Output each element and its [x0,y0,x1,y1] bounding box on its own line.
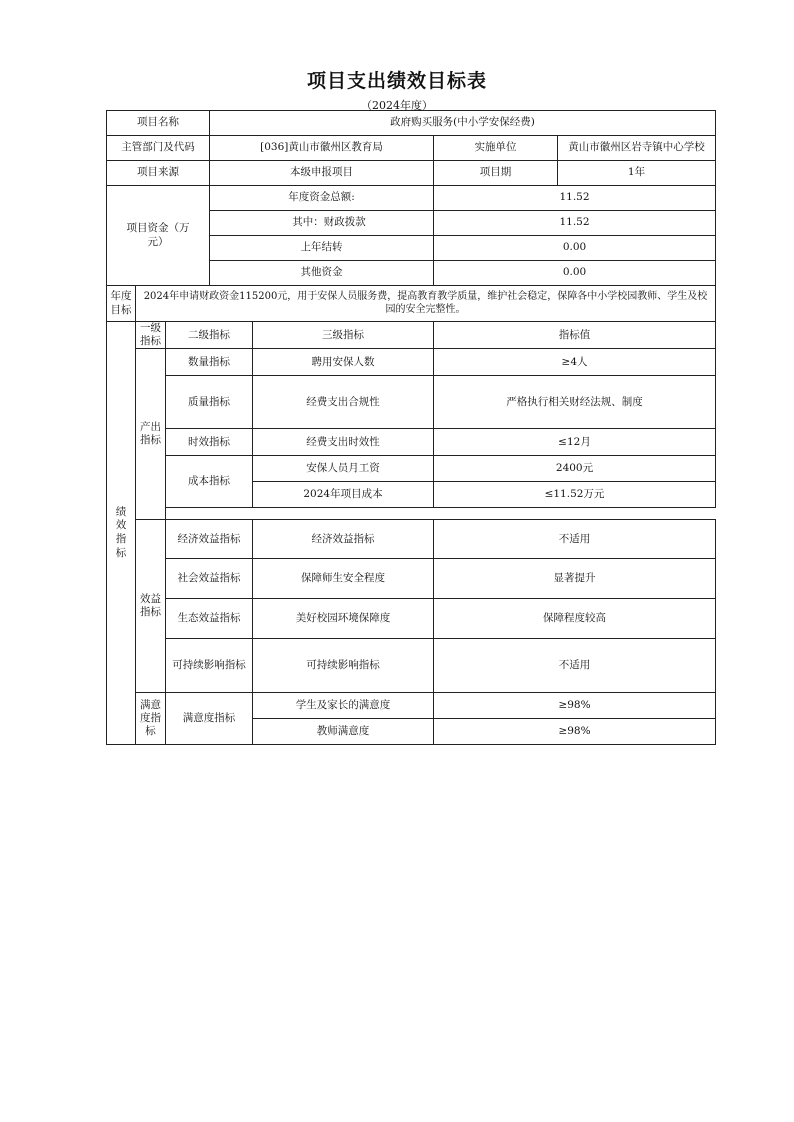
project-name-value: 政府购买服务(中小学安保经费) [210,111,716,136]
value-cell: 严格执行相关财经法规、制度 [434,376,716,429]
output-spacer [166,508,716,520]
indicator-header-row [107,322,716,349]
value-cell: ≤12月 [434,429,716,456]
indicator-row [107,349,716,376]
annual-goal-row [107,286,716,322]
l3-cell: 学生及家长的满意度 [253,693,434,719]
output-spacer-row [107,508,716,520]
annual-goal-label: 年度目标 [107,286,136,322]
value-cell: 2400元 [434,456,716,482]
value-cell: ≤11.52万元 [434,482,716,508]
funds-total-value: 11.52 [434,186,716,211]
indicator-row [107,429,716,456]
period-label: 项目期 [434,161,558,186]
l3-cell: 经济效益指标 [253,520,434,559]
l3-cell: 经费支出时效性 [253,429,434,456]
l2-cell: 生态效益指标 [166,599,253,639]
l3-cell: 2024年项目成本 [253,482,434,508]
source-label: 项目来源 [107,161,210,186]
l3-cell: 美好校园环境保障度 [253,599,434,639]
value-cell: 保障程度较高 [434,599,716,639]
satisfaction-label: 满意度指标 [136,693,166,745]
header-l3: 三级指标 [253,322,434,349]
indicator-row [107,639,716,693]
indicator-row [107,693,716,719]
funds-row [107,186,716,211]
l2-cell: 成本指标 [166,456,253,508]
impl-label: 实施单位 [434,136,558,161]
indicator-row [107,559,716,599]
header-l2: 二级指标 [166,322,253,349]
source-value: 本级申报项目 [210,161,434,186]
funds-total-label: 年度资金总额: [210,186,434,211]
l3-cell: 保障师生安全程度 [253,559,434,599]
l2-cell: 满意度指标 [166,693,253,745]
impl-value: 黄山市徽州区岩寺镇中心学校 [558,136,716,161]
performance-table [106,110,716,745]
value-cell: 不适用 [434,639,716,693]
funds-label: 项目资金（万元） [107,186,210,286]
l2-cell: 质量指标 [166,376,253,429]
period-value: 1年 [558,161,716,186]
l3-cell: 安保人员月工资 [253,456,434,482]
funds-other-label: 其他资金 [210,261,434,286]
benefit-label: 效益指标 [136,520,166,693]
perf-label: 绩效指标 [107,322,136,745]
annual-goal-text: 2024年申请财政资金115200元，用于安保人员服务费，提高教育教学质量，维护社会稳定，保障各中小学校园教师、学生及校园的安全完整性。 [136,286,716,322]
indicator-row [107,520,716,559]
l3-cell: 聘用安保人数 [253,349,434,376]
l2-cell: 可持续影响指标 [166,639,253,693]
l3-cell: 经费支出合规性 [253,376,434,429]
l2-cell: 时效指标 [166,429,253,456]
project-name-label: 项目名称 [107,111,210,136]
l2-cell: 数量指标 [166,349,253,376]
funds-carryover-value: 0.00 [434,236,716,261]
l3-cell: 可持续影响指标 [253,639,434,693]
funds-other-value: 0.00 [434,261,716,286]
dept-label: 主管部门及代码 [107,136,210,161]
header-value: 指标值 [434,322,716,349]
year-label: （2024年度） [361,99,433,112]
project-name-row [107,111,716,136]
value-cell: ≥4人 [434,349,716,376]
value-cell: 显著提升 [434,559,716,599]
l2-cell: 经济效益指标 [166,520,253,559]
funds-fiscal-label: 其中：财政拨款 [210,211,434,236]
funds-fiscal-value: 11.52 [434,211,716,236]
indicator-row [107,456,716,482]
value-cell: ≥98% [434,719,716,745]
source-row [107,161,716,186]
output-label: 产出指标 [136,349,166,520]
l2-cell: 社会效益指标 [166,559,253,599]
value-cell: 不适用 [434,520,716,559]
dept-row [107,136,716,161]
header-l1: 一级指标 [136,322,166,349]
l3-cell: 教师满意度 [253,719,434,745]
indicator-row [107,376,716,429]
indicator-row [107,599,716,639]
page-title: 项目支出绩效目标表 [306,70,487,92]
dept-value: [036]黄山市徽州区教育局 [210,136,434,161]
funds-carryover-label: 上年结转 [210,236,434,261]
value-cell: ≥98% [434,693,716,719]
